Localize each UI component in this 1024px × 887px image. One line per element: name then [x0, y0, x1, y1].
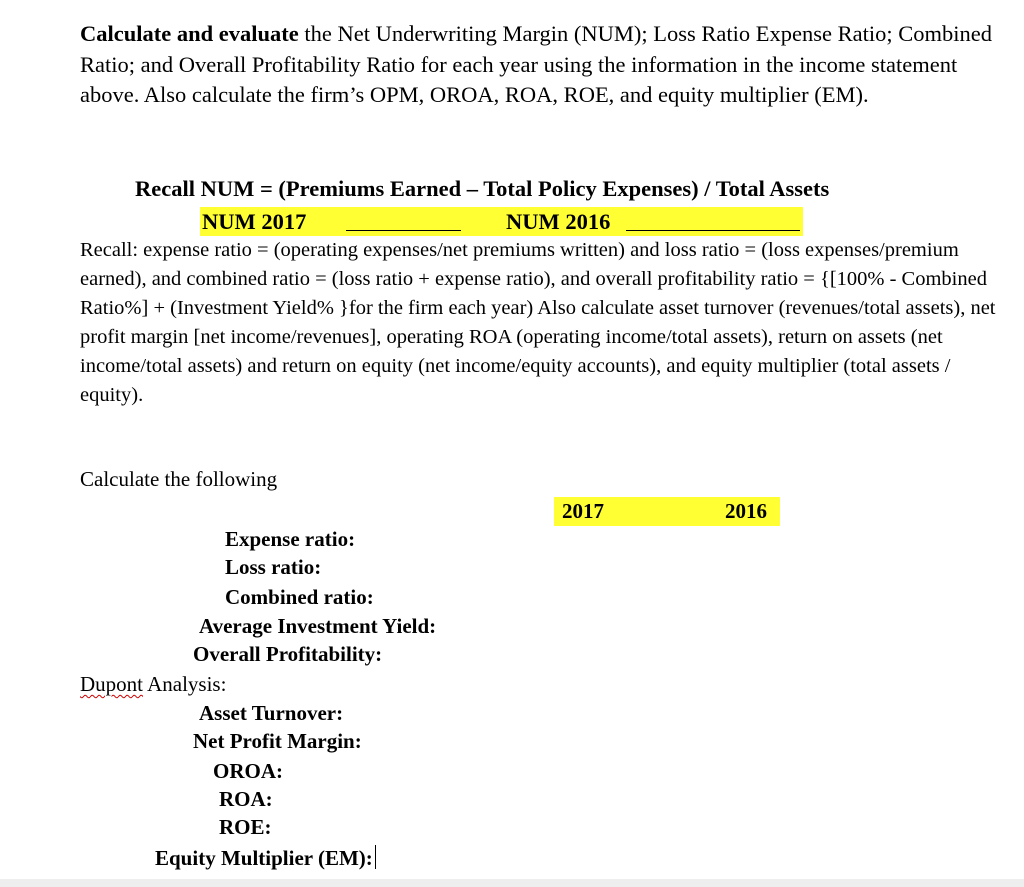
- avg-investment-yield-label: Average Investment Yield:: [199, 614, 437, 638]
- intro-bold-lead: Calculate and evaluate: [80, 21, 299, 46]
- text-cursor: [375, 845, 376, 869]
- calculate-heading: Calculate the following: [80, 467, 278, 491]
- dupont-heading: [80, 672, 226, 697]
- roa-label: ROA:: [219, 787, 273, 811]
- year-2016-header: 2016: [720, 497, 780, 526]
- roe-label: ROE:: [219, 815, 272, 839]
- bottom-band: [0, 879, 1024, 887]
- num-answer-row: [200, 207, 803, 236]
- num-formula: Recall NUM = (Premiums Earned – Total Policy Expenses) / Total Assets: [135, 176, 830, 201]
- equity-multiplier-line[interactable]: [155, 845, 376, 871]
- num-2017-label: NUM 2017: [202, 209, 307, 234]
- intro-text: the Net Underwriting Margin (NUM); Loss Ratio Expense Ratio; Combined Ratio; and Overall Profitability Ratio for each year using the information in the income statement above. Also calculate the firm’s OPM, OROA, ROA, ROE, and equity multiplier (EM).: [80, 21, 992, 107]
- asset-turnover-label: Asset Turnover:: [199, 701, 344, 725]
- overall-profitability-label: Overall Profitability:: [193, 642, 383, 666]
- oroa-label: OROA:: [213, 759, 283, 783]
- num-2017-blank[interactable]: [346, 230, 461, 231]
- num-2016-label: NUM 2016: [506, 209, 611, 234]
- recall-paragraph: Recall: expense ratio = (operating expenses/net premiums written) and loss ratio = (loss expenses/premium earned), and combined ratio = (loss ratio + expense ratio), and overall profitability ratio = {[100% - Combined Ratio%] + (Investment Yield% }for the firm each year) Also calculate asset turnover (revenues/total assets), net profit margin [net income/revenues], operating ROA (operating income/total assets), return on assets (net income/total assets) and return on equity (net income/equity accounts), and equity multiplier (total assets / equity).: [80, 239, 996, 406]
- dupont-word: Dupont: [80, 672, 143, 696]
- expense-ratio-label: Expense ratio:: [225, 527, 356, 551]
- dupont-rest: Analysis:: [143, 672, 227, 696]
- intro-paragraph: [80, 19, 1010, 111]
- loss-ratio-label: Loss ratio:: [225, 555, 322, 579]
- net-profit-margin-label: Net Profit Margin:: [193, 729, 362, 753]
- year-2017-header: 2017: [554, 497, 720, 526]
- num-2016-blank[interactable]: [626, 230, 800, 231]
- combined-ratio-label: Combined ratio:: [225, 585, 374, 609]
- equity-multiplier-label: Equity Multiplier (EM):: [155, 846, 373, 870]
